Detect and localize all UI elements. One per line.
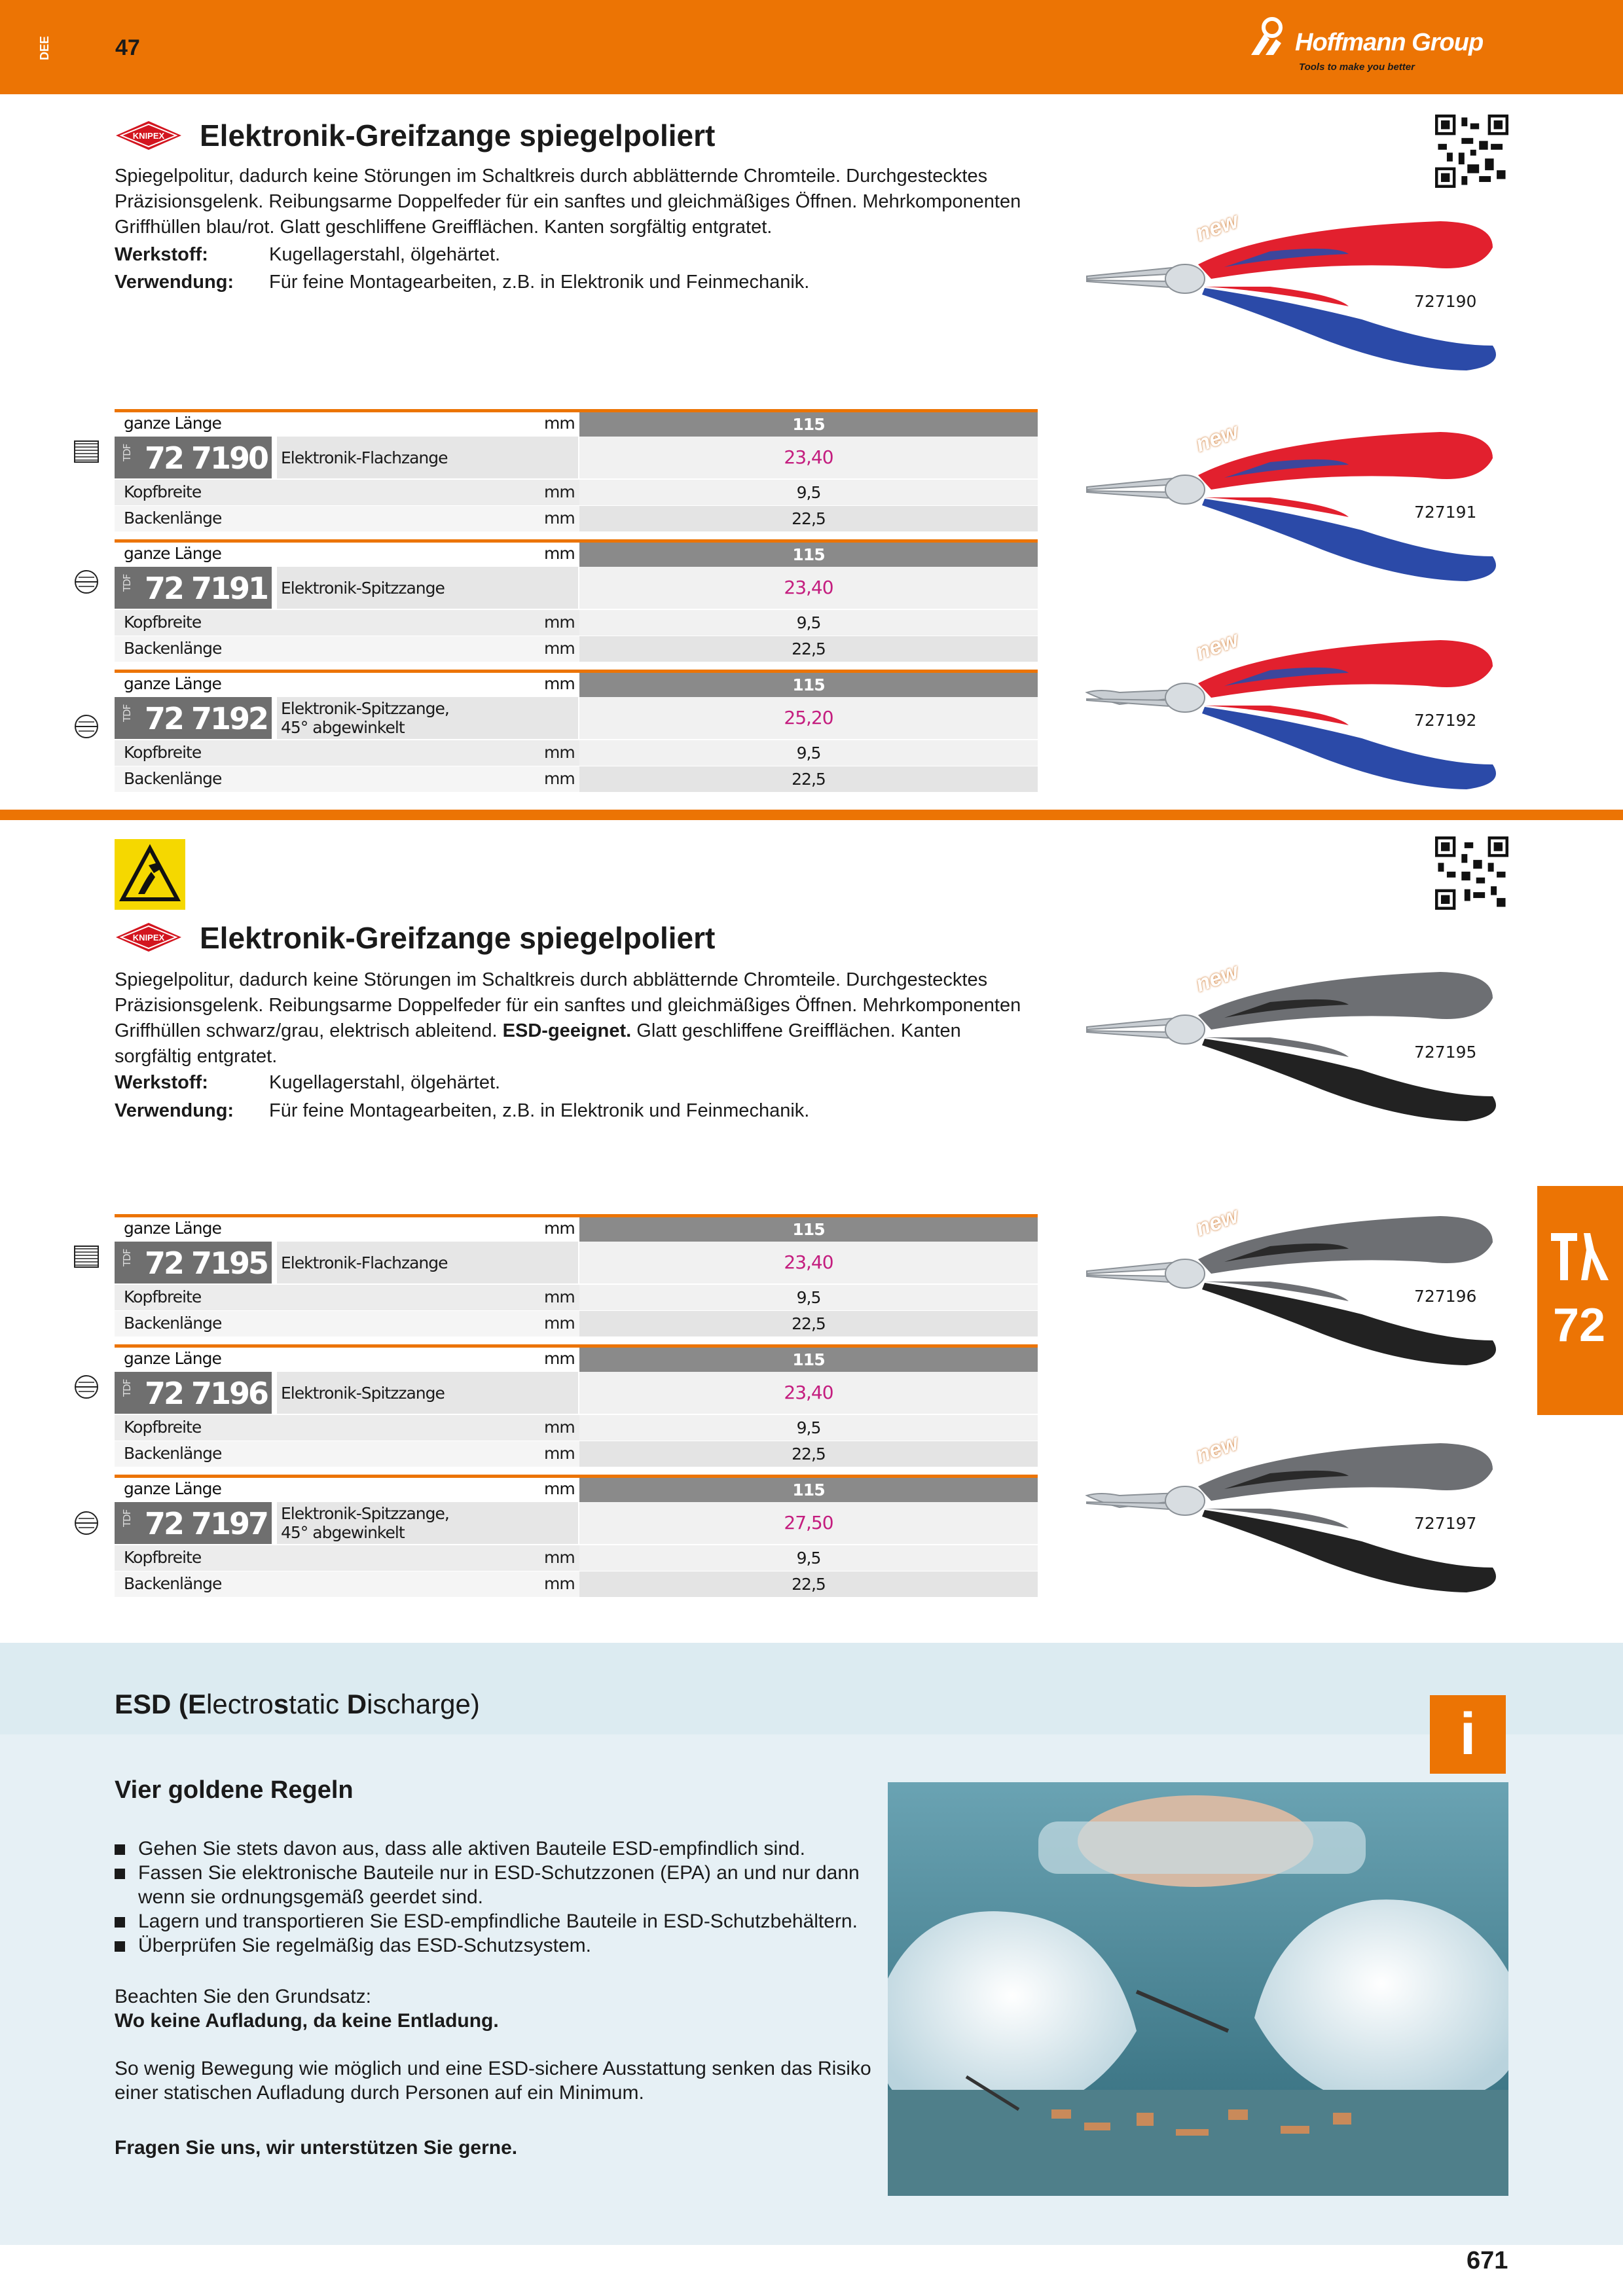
image-article-code: 727195 [1414,1043,1477,1062]
new-badge: new [1192,1429,1242,1469]
esd-rule: Überprüfen Sie regelmäßig das ESD-Schutzsystem. [115,1933,867,1958]
page-number-top: 47 [115,35,140,60]
esd-title: ESD (Electrostatic Discharge) [115,1689,480,1719]
article-number: 72 7196 [145,1376,268,1411]
article-number: 72 7192 [145,701,268,736]
new-badge: new [1192,626,1242,666]
pliers-wrench-icon [1548,1230,1611,1283]
product-name: Elektronik-Spitzzange, 45° abgewinkelt [277,1502,578,1544]
esd-subtitle: Vier goldene Regeln [115,1776,354,1804]
product-image [1074,1430,1506,1594]
price: 23,40 [579,1372,1038,1414]
logo-name: Hoffmann Group [1295,29,1484,56]
product-image [1074,1203,1506,1367]
product-row[interactable] [115,567,1038,609]
logo-tagline: Tools to make you better [1299,62,1415,73]
article-number: 72 7195 [145,1246,268,1281]
price: 27,50 [579,1502,1038,1544]
section2-title: Elektronik-Greifzange spiegelpoliert [200,921,716,955]
image-article-code: 727190 [1414,292,1477,311]
spec-row-head-width: Kopfbreite mm 9,5 [115,480,1038,505]
product-name: Elektronik-Spitzzange [277,567,578,609]
spec-row-head-width: Kopfbreite mm 9,5 [115,740,1038,766]
svg-text:KNIPEX: KNIPEX [132,933,165,942]
image-article-code: 727192 [1414,711,1477,730]
esd-rule: Lagern und transportieren Sie ESD-empfindliche Bauteile in ESD-Schutzbehältern. [115,1909,867,1933]
product-image [1074,208,1506,372]
chapter-number: 72 [1553,1299,1606,1352]
product-name: Elektronik-Flachzange [277,437,578,478]
image-article-code: 727197 [1414,1514,1477,1533]
esd-rule: Fassen Sie elektronische Bauteile nur in ESD-Schutzzonen (EPA) an und nur dann wenn sie ordnungsgemäß geerdet sind. [115,1861,891,1909]
qr-code-icon [1435,836,1508,910]
section1-table [115,409,1038,795]
article-prefix: TDF [121,1249,133,1266]
hoffmann-logo-icon [1247,17,1293,58]
knipex-logo [115,120,183,151]
page-number: 671 [1467,2247,1508,2274]
article-prefix: TDF [121,444,133,461]
esd-closing: Fragen Sie uns, wir unterstützen Sie gerne. [115,2137,518,2159]
product-row[interactable] [115,1372,1038,1414]
price: 25,20 [579,697,1038,739]
section1-verwendung: Verwendung: Für feine Montagearbeiten, z.B. in Elektronik und Feinmechanik. [115,272,810,293]
esd-principle-intro: Beachten Sie den Grundsatz: [115,1986,371,2007]
product-name: Elektronik-Spitzzange, 45° abgewinkelt [277,697,578,739]
esd-principle: Wo keine Aufladung, da keine Entladung. [115,2010,499,2032]
esd-warning-icon [115,839,185,910]
new-badge: new [1192,1202,1242,1242]
article-prefix: TDF [121,1509,133,1527]
round-jaw-icon [73,1374,100,1400]
round-jaw-icon [73,713,100,740]
svg-text:KNIPEX: KNIPEX [132,131,165,141]
spec-row-length: ganze Länge mm 115 [115,1344,1038,1372]
side-label: DEE [38,35,51,60]
spec-row-jaw-length: Backenlänge mm 22,5 [115,1571,1038,1597]
price: 23,40 [579,1242,1038,1283]
article-number: 72 7190 [145,440,268,476]
article-number: 72 7191 [145,571,268,606]
product-row[interactable] [115,1242,1038,1283]
round-jaw-icon [73,1510,100,1536]
spec-row-head-width: Kopfbreite mm 9,5 [115,1545,1038,1571]
spec-row-length: ganze Länge mm 115 [115,670,1038,697]
spec-row-length: ganze Länge mm 115 [115,409,1038,437]
qr-code-icon [1435,115,1508,188]
section1-werkstoff: Werkstoff: Kugellagerstahl, ölgehärtet. [115,244,501,265]
product-image [1074,959,1506,1122]
product-row[interactable] [115,437,1038,478]
spec-row-jaw-length: Backenlänge mm 22,5 [115,766,1038,792]
esd-rule: Gehen Sie stets davon aus, dass alle aktiven Bauteile ESD-empfindlich sind. [115,1837,867,1861]
price: 23,40 [579,567,1038,609]
product-image [1074,419,1506,583]
spec-row-jaw-length: Backenlänge mm 22,5 [115,506,1038,531]
section1-title: Elektronik-Greifzange spiegelpoliert [200,118,716,152]
image-article-code: 727196 [1414,1287,1477,1306]
spec-row-jaw-length: Backenlänge mm 22,5 [115,636,1038,662]
spec-row-head-width: Kopfbreite mm 9,5 [115,1415,1038,1441]
product-row[interactable] [115,1502,1038,1544]
spec-row-head-width: Kopfbreite mm 9,5 [115,610,1038,636]
new-badge: new [1192,418,1242,457]
new-badge: new [1192,207,1242,247]
esd-photo [888,1782,1508,2196]
article-prefix: TDF [121,574,133,592]
spec-row-jaw-length: Backenlänge mm 22,5 [115,1311,1038,1336]
article-number: 72 7197 [145,1506,268,1541]
spec-row-length: ganze Länge mm 115 [115,1214,1038,1242]
spec-row-head-width: Kopfbreite mm 9,5 [115,1285,1038,1310]
section1-description: Spiegelpolitur, dadurch keine Störungen im Schaltkreis durch abblätternde Chromteile. Durchgestecktes Präzisionsgelenk. Reibungsarme Doppelfeder für ein sanftes und gleichmäßiges Öffnen. Mehrkomponenten Griffhüllen blau/rot. Glatt geschliffene Greifflächen. Kanten sorgfältig entgratet. [115,166,1021,238]
round-jaw-icon [73,569,100,595]
esd-paragraph: So wenig Bewegung wie möglich und eine ESD-sichere Ausstattung senken das Risiko einer statischen Aufladung durch Personen auf ein Minimum. [115,2058,871,2104]
section2-table [115,1214,1038,1600]
product-row[interactable] [115,697,1038,739]
knipex-logo [115,922,183,953]
article-prefix: TDF [121,704,133,722]
flat-jaw-icon [73,1244,100,1270]
new-badge: new [1192,958,1242,997]
spec-row-length: ganze Länge mm 115 [115,1475,1038,1502]
product-name: Elektronik-Spitzzange [277,1372,578,1414]
spec-row-length: ganze Länge mm 115 [115,539,1038,567]
section2-verwendung: Verwendung: Für feine Montagearbeiten, z.B. in Elektronik und Feinmechanik. [115,1100,810,1121]
image-article-code: 727191 [1414,503,1477,522]
section2-werkstoff: Werkstoff: Kugellagerstahl, ölgehärtet. [115,1072,501,1093]
spec-row-jaw-length: Backenlänge mm 22,5 [115,1441,1038,1467]
section-divider [0,810,1623,820]
info-icon: i [1430,1695,1506,1774]
price: 23,40 [579,437,1038,478]
section2-description: Spiegelpolitur, dadurch keine Störungen im Schaltkreis durch abblätternde Chromteile. Durchgestecktes Präzisionsgelenk. Reibungsarme Doppelfeder für ein sanftes und gleichmäßiges Öffnen. Mehrkomponenten Griffhüllen schwarz/grau, elektrisch ableitend. ESD-geeignet. Glatt geschliffene Greifflächen. Kanten sorgfältig entgratet. [115,969,1021,1067]
flat-jaw-icon [73,439,100,465]
product-name: Elektronik-Flachzange [277,1242,578,1283]
article-prefix: TDF [121,1379,133,1397]
product-image [1074,627,1506,791]
